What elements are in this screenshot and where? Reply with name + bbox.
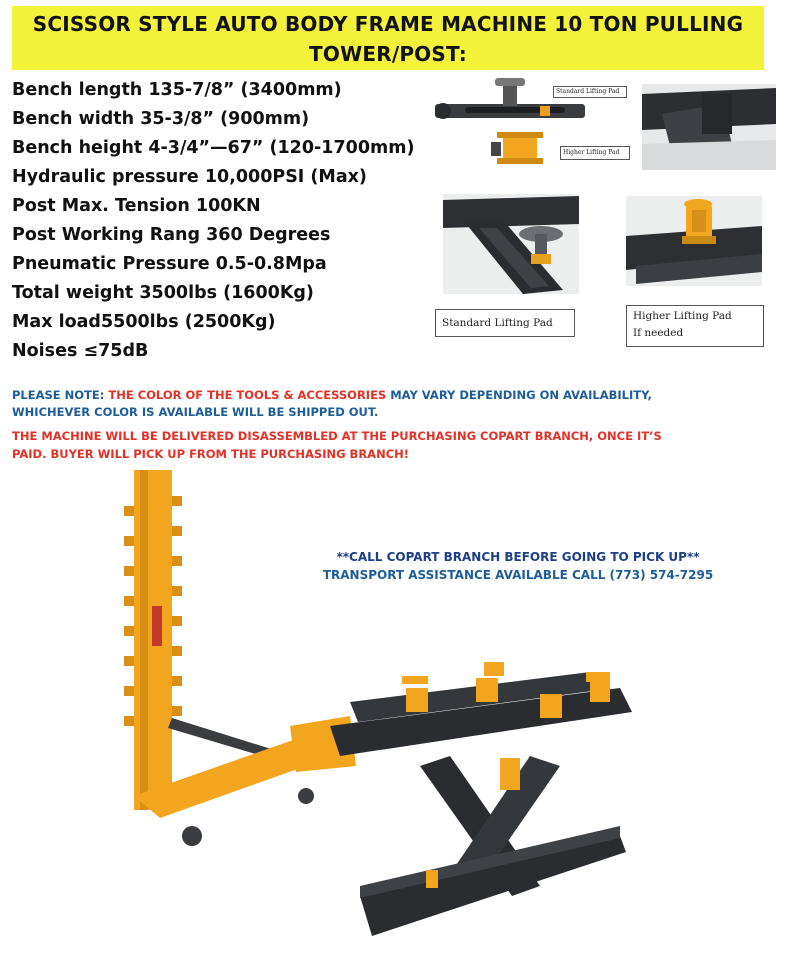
spec-noise: Noises ≤75dB <box>12 341 149 361</box>
spec-bench-length: Bench length 135-7/8” (3400mm) <box>12 80 342 100</box>
label-standard-small <box>553 86 627 98</box>
label-higher-pad-line2: If needed <box>633 327 684 339</box>
title-line-1: SCISSOR STYLE AUTO BODY FRAME MACHINE 10 TON PULLING <box>32 12 744 36</box>
frame-clamp-photo <box>642 84 776 170</box>
call-line-1: **CALL COPART BRANCH BEFORE GOING TO PICK UP** <box>336 550 700 564</box>
note-color-highlight: THE COLOR OF THE TOOLS & ACCESSORIES <box>108 388 387 402</box>
call-line-2: TRANSPORT ASSISTANCE AVAILABLE CALL (773) 574-7295 <box>322 568 714 582</box>
label-higher-small-text: Higher Lifting Pad <box>563 149 620 156</box>
spec-post-range: Post Working Rang 360 Degrees <box>12 225 331 245</box>
note-line-3: THE MACHINE WILL BE DELIVERED DISASSEMBLED AT THE PURCHASING COPART BRANCH, ONCE IT’S <box>12 429 662 443</box>
label-higher-small <box>560 146 630 160</box>
higher-pad-installed-photo <box>626 196 762 286</box>
label-standard-pad-text: Standard Lifting Pad <box>442 317 553 329</box>
spec-hydraulic-pressure: Hydraulic pressure 10,000PSI (Max) <box>12 167 367 187</box>
note-line-1 <box>12 387 772 404</box>
standard-pad-installed-photo <box>443 194 579 294</box>
label-standard-pad <box>435 309 575 337</box>
spec-max-load: Max load5500lbs (2500Kg) <box>12 312 276 332</box>
spec-bench-height: Bench height 4-3/4”—67” (120-1700mm) <box>12 138 415 158</box>
label-higher-pad-line1: Higher Lifting Pad <box>633 310 732 322</box>
spec-pneumatic-pressure: Pneumatic Pressure 0.5-0.8Mpa <box>12 254 327 274</box>
frame-machine-photo <box>120 466 640 952</box>
spec-bench-width: Bench width 35-3/8” (900mm) <box>12 109 310 129</box>
note-line-4: PAID. BUYER WILL PICK UP FROM THE PURCHASING BRANCH! <box>12 447 410 461</box>
title-banner <box>12 6 764 70</box>
label-higher-pad <box>626 305 764 347</box>
label-standard-small-text: Standard Lifting Pad <box>556 88 620 95</box>
spec-list <box>12 76 442 366</box>
title-line-2: TOWER/POST: <box>309 42 467 66</box>
note-line-2: WHICHEVER COLOR IS AVAILABLE WILL BE SHIPPED OUT. <box>12 405 379 419</box>
note-please-label: PLEASE NOTE: <box>12 388 105 402</box>
spec-total-weight: Total weight 3500lbs (1600Kg) <box>12 283 314 303</box>
note-availability: MAY VARY DEPENDING ON AVAILABILITY, <box>390 388 652 402</box>
spec-post-tension: Post Max. Tension 100KN <box>12 196 261 216</box>
